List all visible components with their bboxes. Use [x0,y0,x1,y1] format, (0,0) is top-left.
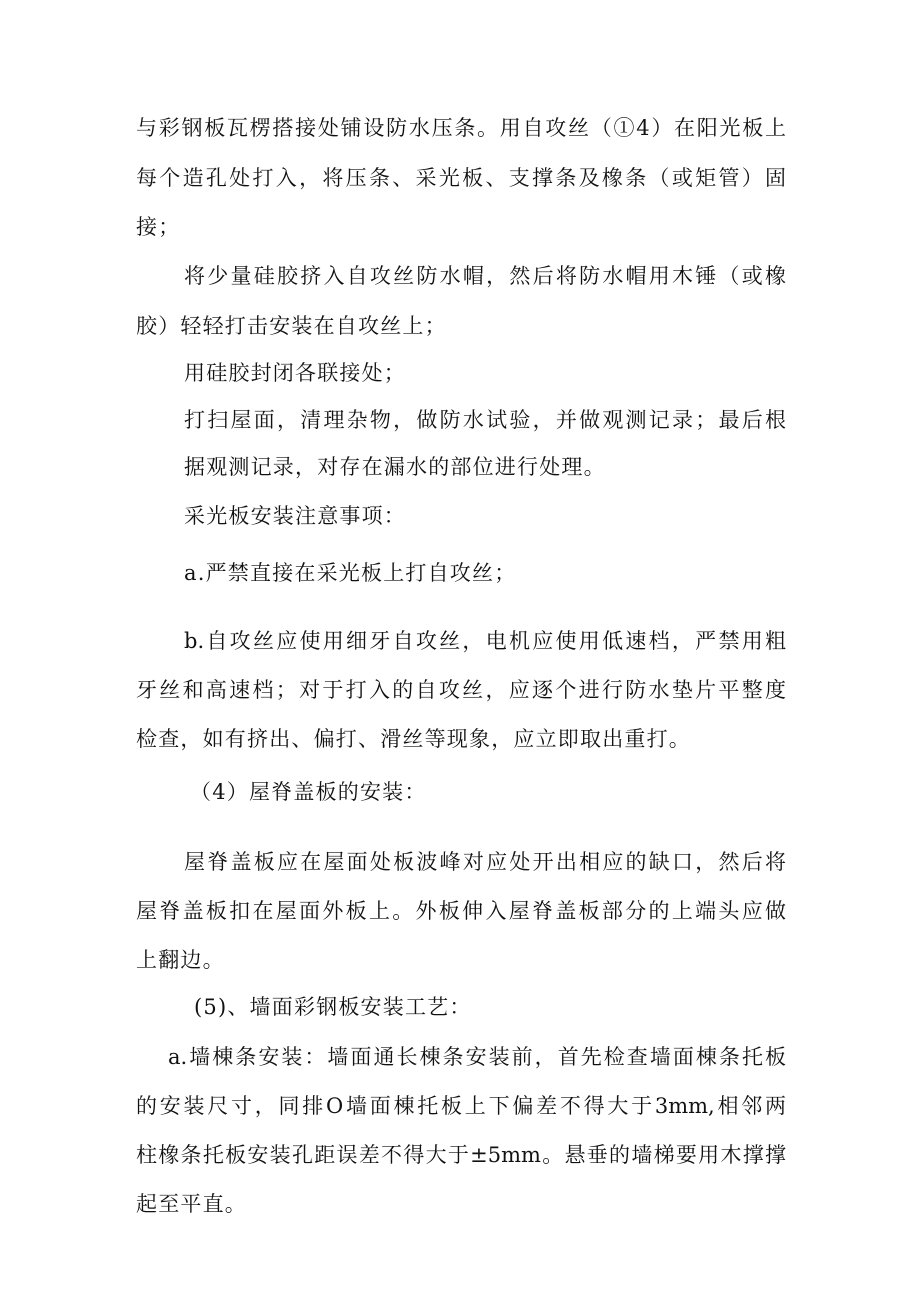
text-line: 每个造孔处打入，将压条、采光板、支撑条及橡条（或矩管）固 [136,166,786,190]
text-line: b.自攻丝应使用细牙自攻丝，电机应使用低速档，严禁用粗 [184,629,786,653]
text-line: 牙丝和高速档；对于打入的自攻丝，应逐个进行防水垫片平整度 [136,678,786,702]
section-heading: （4）屋脊盖板的安装： [190,780,427,804]
section-heading: (5)、墙面彩钢板安装工艺： [194,995,472,1019]
text-line: 接； [136,215,181,239]
text-line: 与彩钢板瓦楞搭接处铺设防水压条。用自攻丝（①4）在阳光板上 [136,116,786,140]
text-line: 胶）轻轻打击安装在自攻丝上； [136,314,447,338]
text-line: 打扫屋面，清理杂物，做防水试验，并做观测记录；最后根 [184,408,786,432]
text-line: a.严禁直接在采光板上打自攻丝； [184,561,517,585]
text-line: 据观测记录，对存在漏水的部位进行处理。 [184,455,606,479]
text-line: 屋脊盖板应在屋面处板波峰对应处开出相应的缺口，然后将 [184,850,786,874]
text-line: 的安装尺寸，同排O墙面棟托板上下偏差不得大于3mm,相邻两 [136,1094,786,1118]
text-line: a.墙棟条安装：墙面通长棟条安装前，首先检查墙面棟条托板 [168,1045,786,1069]
text-line: 上翻边。 [136,948,225,972]
text-line: 屋脊盖板扣在屋面外板上。外板伸入屋脊盖板部分的上端头应做 [136,899,786,923]
text-line: 用硅胶封闭各联接处； [184,361,406,385]
text-line: 采光板安装注意事项： [184,504,406,528]
text-line: 柱橡条托板安装孔距误差不得大于±5mm。悬垂的墙梯要用木撑撑 [136,1143,786,1167]
text-line: 检查，如有挤出、偏打、滑丝等现象，应立即取出重打。 [136,727,691,751]
text-line: 将少量硅胶挤入自攻丝防水帽，然后将防水帽用木锤（或橡 [184,264,786,288]
text-line: 起至平直。 [136,1192,247,1216]
